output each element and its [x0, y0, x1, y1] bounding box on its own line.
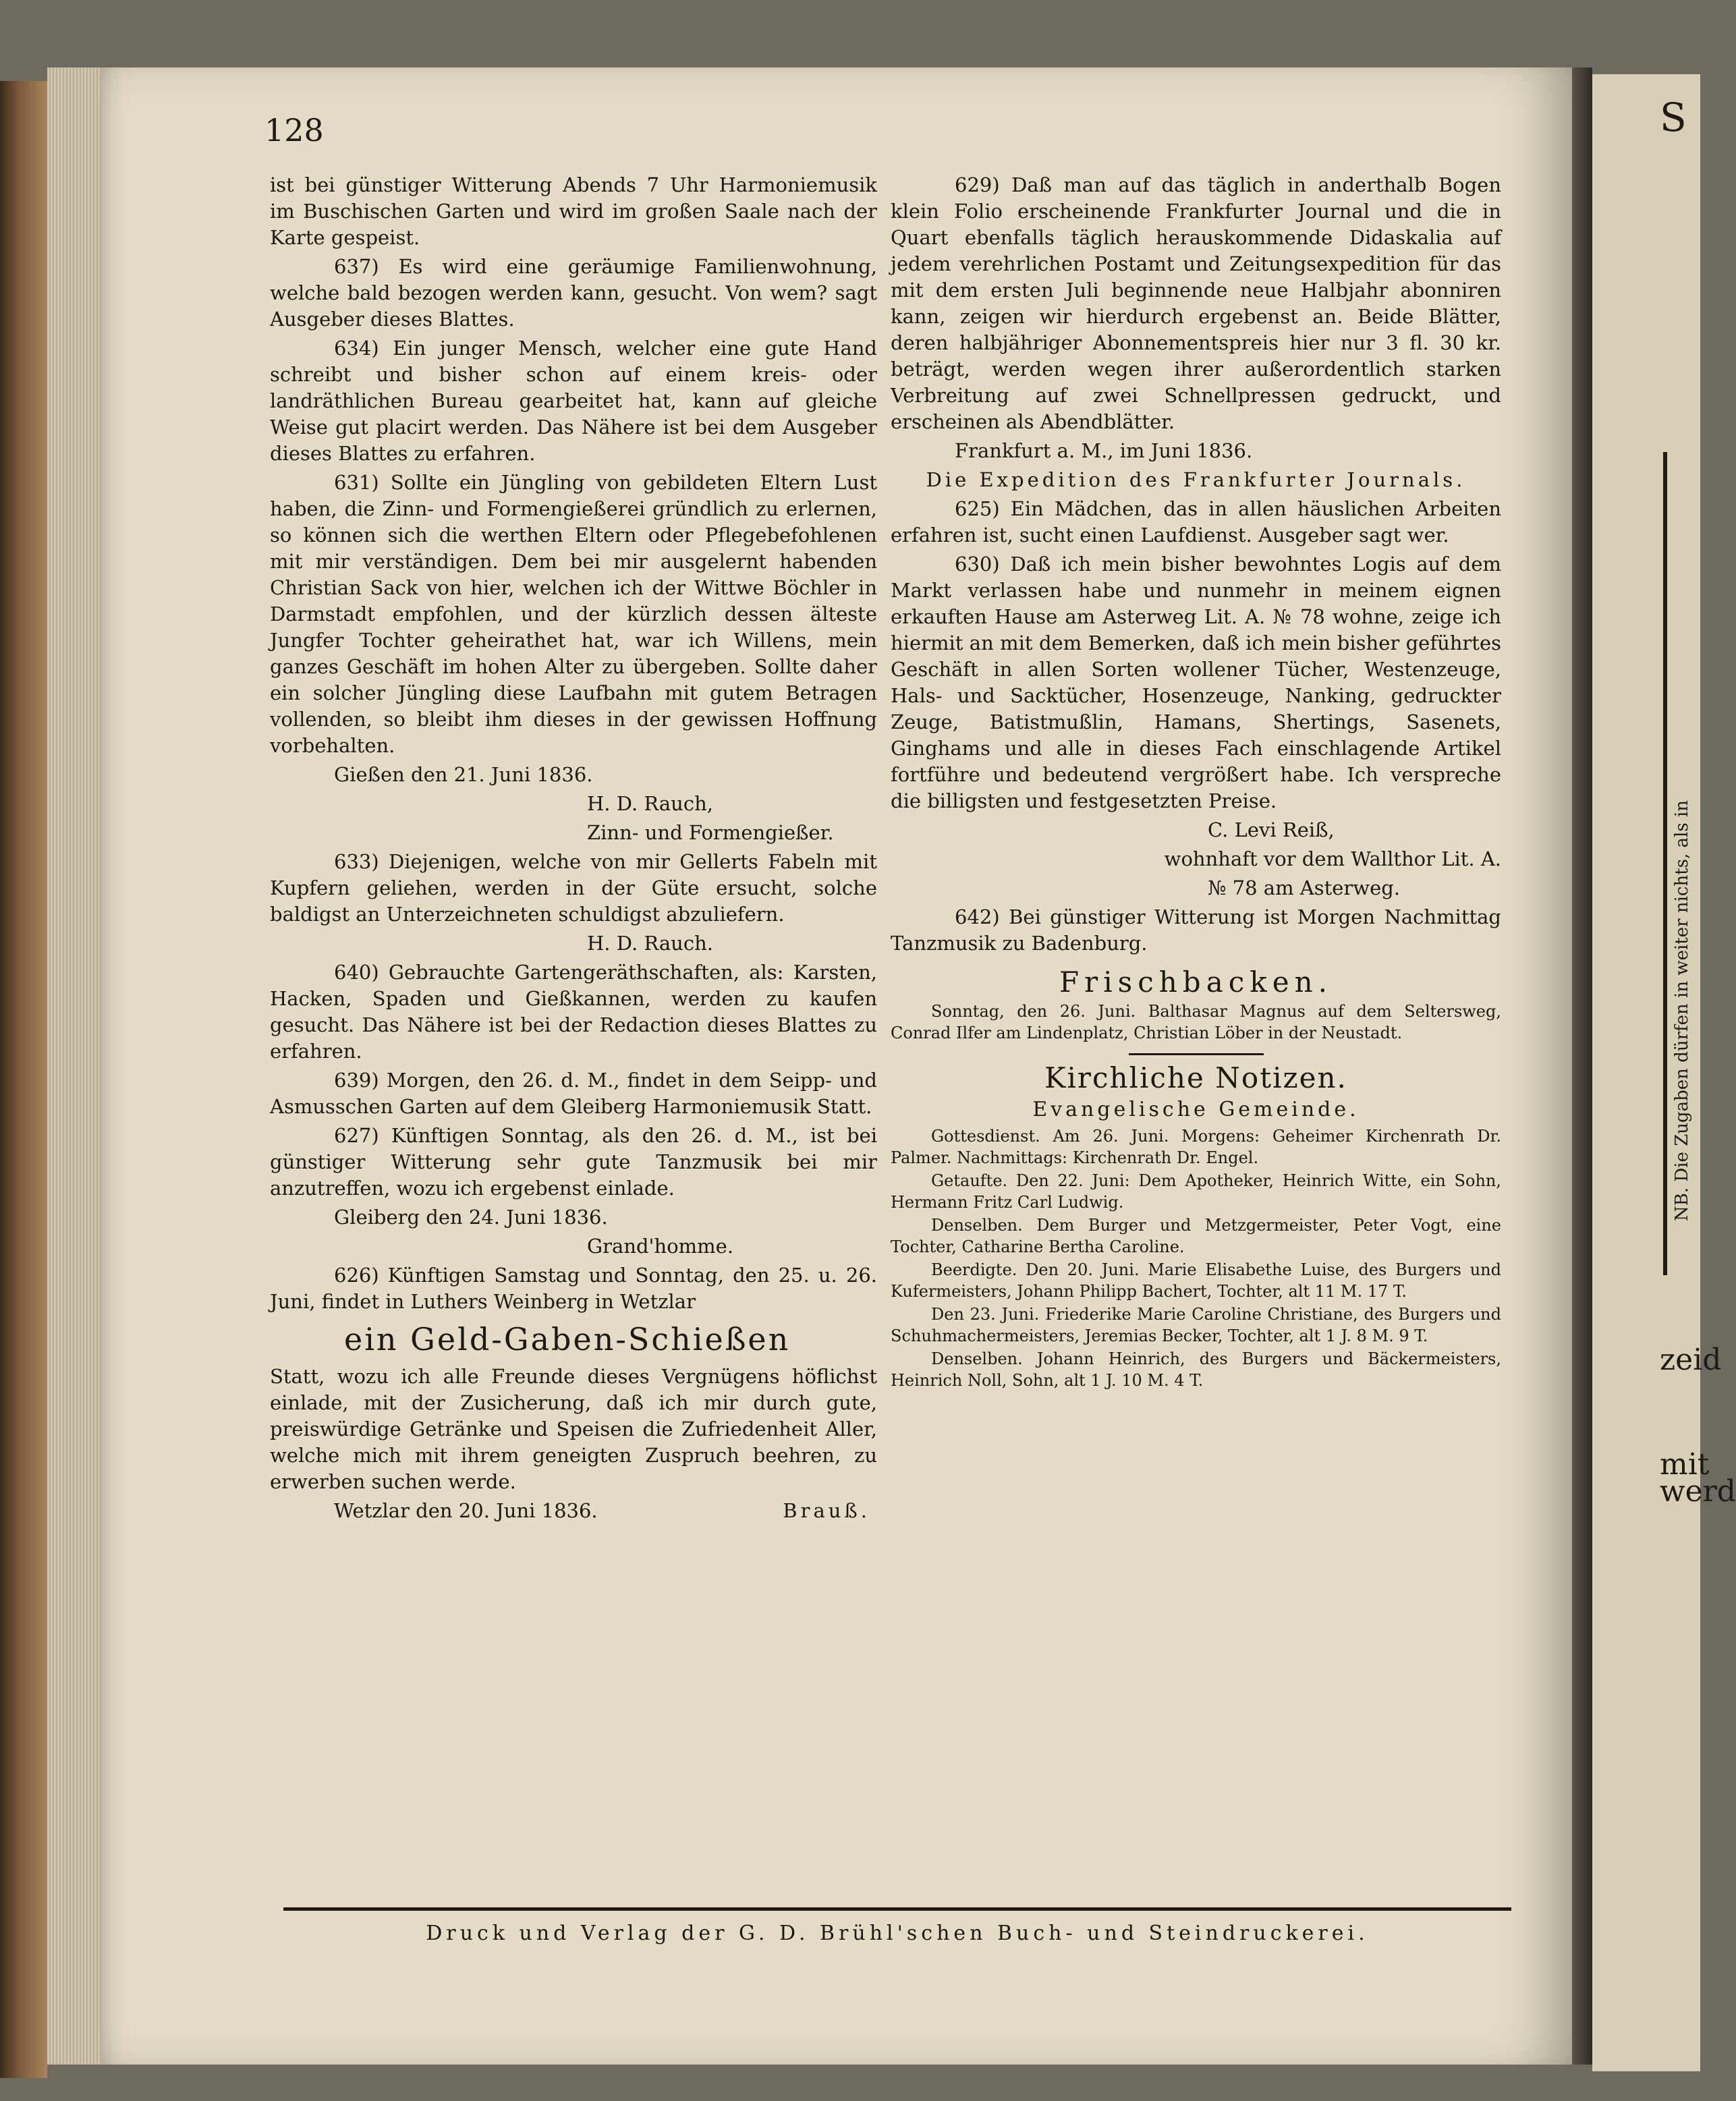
- church-notice: Gottesdienst. Am 26. Juni. Morgens: Geheimer Kirchenrath Dr. Palmer. Nachmittags: Kirchenrath Dr. Engel.: [891, 1127, 1501, 1167]
- centered-line: Die Expedition des Frankfurter Journals.: [926, 468, 1466, 491]
- left-entries: [270, 172, 877, 1315]
- notice-paragraph: 633) Diejenigen, welche von mir Gellerts Fabeln mit Kupfern geliehen, werden in der Güte ersucht, solche baldigst an Unterzeichneten schuldigst abzuliefern.: [270, 850, 877, 926]
- notice-paragraph: Gießen den 21. Juni 1836.: [334, 763, 593, 786]
- frischbacken-title: Frischbacken.: [1059, 965, 1333, 999]
- footer-rule: [283, 1907, 1511, 1911]
- notice-paragraph: 637) Es wird eine geräumige Familienwohnung, welche bald bezogen werden kann, gesucht. Von wem? sagt Ausgeber dieses Blattes.: [270, 255, 877, 331]
- right-column: [891, 172, 1501, 1393]
- notice-paragraph: 629) Daß man auf das täglich in anderthalb Bogen klein Folio erscheinende Frankfurter Journal und die in Quart ebenfalls täglich herauskommende Didaskalia auf jedem verehrlichen Postamt und Zeitungsexpedition für das mit dem ersten Juli beginnende neue Halbjahr abonniren kann, zeigen wir hierdurch ergebenst an. Beide Blätter, deren halbjähriger Abonnementspreis hier nur 3 fl. 30 kr. beträgt, werden wegen ihrer außerordentlich starken Verbreitung auf zwei Schnellpressen gedruckt, und erscheinen als Abendblätter.: [891, 173, 1501, 433]
- gemeinde-heading: Evangelische Gemeinde.: [1032, 1098, 1360, 1121]
- notice-paragraph: 630) Daß ich mein bisher bewohntes Logis auf dem Markt verlassen habe und nunmehr in meinem eignen erkauften Hause am Asterweg Lit. A. № 78 wohne, zeige ich hiermit an mit dem Bemerken, daß ich mein bisher geführtes Geschäft in allen Sorten wollener Tücher, Westenzeuge, Hals- und Sacktücher, Hosenzeuge, Nanking, gedruckter Zeuge, Batistmußlin, Hamans, Shertings, Sasenets, Ginghams und alle in dieses Fach einschlagende Artikel fortführe und bedeutend vergrößert habe. Ich verspreche die billigsten und festgesetzten Preise.: [891, 553, 1501, 812]
- closing-place: Wetzlar den 20. Juni 1836.: [334, 1499, 598, 1522]
- frischbacken-block: [891, 1001, 1501, 1044]
- headline-geld-gaben-schiessen: ein Geld-Gaben-Schießen: [344, 1321, 791, 1357]
- left-column: [270, 172, 877, 1527]
- right-entries: [891, 172, 1501, 957]
- frischbacken-text: Sonntag, den 26. Juni. Balthasar Magnus auf dem Seltersweg, Conrad Ilfer am Lindenplatz, Christian Löber in der Neustadt.: [891, 1002, 1501, 1042]
- church-notice: Beerdigte. Den 20. Juni. Marie Elisabethe Luise, des Burgers und Kufermeisters, Johann Philipp Bachert, Tochter, alt 11 M. 17 T.: [891, 1260, 1501, 1301]
- notice-paragraph: 625) Ein Mädchen, das in allen häuslichen Arbeiten erfahren ist, sucht einen Laufdienst. Ausgeber sagt wer.: [891, 497, 1501, 547]
- signature-line: Zinn- und Formengießer.: [587, 821, 834, 844]
- church-notice: Denselben. Dem Burger und Metzgermeister, Peter Vogt, eine Tochter, Catharine Bertha Caroline.: [891, 1216, 1501, 1256]
- kirchliche-title: Kirchliche Notizen.: [1044, 1061, 1347, 1094]
- church-notice: Denselben. Johann Heinrich, des Burgers und Bäckermeisters, Heinrich Noll, Sohn, alt 1 J. 10 M. 4 T.: [891, 1349, 1501, 1390]
- signature-line: C. Levi Reiß,: [1208, 818, 1335, 841]
- church-notice: Den 23. Juni. Friederike Marie Caroline Christiane, des Burgers und Schuhmachermeisters, Jeremias Becker, Tochter, alt 1 J. 8 M. 9 T.: [891, 1305, 1501, 1345]
- notice-paragraph: 627) Künftigen Sonntag, als den 26. d. M., ist bei günstiger Witterung sehr gute Tanzmusik bei mir anzutreffen, wozu ich ergebenst einlade.: [270, 1124, 877, 1200]
- signature-line: Grand'homme.: [587, 1235, 734, 1258]
- imprint: Druck und Verlag der G. D. Brühl'schen Buch- und Steindruckerei.: [426, 1922, 1369, 1945]
- notice-paragraph: ist bei günstiger Witterung Abends 7 Uhr Harmoniemusik im Buschischen Garten und wird im großen Saale nach der Karte gespeist.: [270, 173, 877, 249]
- notice-paragraph: 639) Morgen, den 26. d. M., findet in dem Seipp- und Asmusschen Garten auf dem Gleiberg Harmoniemusik Statt.: [270, 1069, 877, 1118]
- page-number: 128: [264, 112, 324, 148]
- signature-line: № 78 am Asterweg.: [1208, 876, 1401, 899]
- signature-line: H. D. Rauch.: [587, 932, 713, 955]
- gutter: [1572, 67, 1592, 2065]
- next-page-vertical-text: NB. Die Zugaben dürfen in weiter nichts, als in: [1672, 800, 1692, 1221]
- divider: [1129, 1053, 1264, 1055]
- next-page-fragment: S: [1660, 94, 1687, 140]
- notice-paragraph: 642) Bei günstiger Witterung ist Morgen Nachmittag Tanzmusik zu Badenburg.: [891, 905, 1501, 955]
- church-notice: Getaufte. Den 22. Juni: Dem Apotheker, Heinrich Witte, ein Sohn, Hermann Fritz Carl Ludwig.: [891, 1171, 1501, 1212]
- church-notices: [891, 1125, 1501, 1391]
- right-line: wohnhaft vor dem Wallthor Lit. A.: [1164, 847, 1501, 870]
- next-page-strip: [1592, 74, 1736, 2071]
- closing-name: Brauß.: [783, 1499, 870, 1522]
- notice-paragraph: 631) Sollte ein Jüngling von gebildeten Eltern Lust haben, die Zinn- und Formengießerei gründlich zu erlernen, so können sich die werthen Eltern oder Pflegebefohlenen mit mir verständigen. Dem bei mir ausgelernt habenden Christian Sack von hier, welchen ich der Wittwe Böchler in Darmstadt empfohlen, und der kürzlich dessen älteste Jungfer Tochter geheirathet hat, war ich Willens, mein ganzes Geschäft im hohen Alter zu übergeben. Sollte daher ein solcher Jüngling diese Laufbahn mit gutem Betragen vollenden, so bleibt ihm dieses in der gewissen Hoffnung vorbehalten.: [270, 471, 877, 757]
- book-edge: [0, 81, 47, 2078]
- notice-paragraph: Frankfurt a. M., im Juni 1836.: [955, 439, 1253, 462]
- next-page-fragment: mit: [1660, 1447, 1710, 1482]
- notice-paragraph: 640) Gebrauchte Gartengeräthschaften, als: Karsten, Hacken, Spaden und Gießkannen, werden zu kaufen gesucht. Das Nähere ist bei der Redaction dieses Blattes zu erfahren.: [270, 961, 877, 1063]
- notice-paragraph: 634) Ein junger Mensch, welcher eine gute Hand schreibt und bisher schon auf einem kreis- oder landräthlichen Bureau gearbeitet hat, kann auf gleiche Weise gut placirt werden. Das Nähere ist bei dem Ausgeber dieses Blattes zu erfahren.: [270, 337, 877, 465]
- closing-line: [270, 1498, 877, 1524]
- paragraph: Statt, wozu ich alle Freunde dieses Vergnügens höflichst einlade, mit der Zusicherung, daß ich mir durch gute, preiswürdige Getränke und Speisen die Zufriedenheit Aller, welche mich mit ihrem geneigten Zuspruch beehren, zu erwerben suchen werde.: [270, 1365, 877, 1493]
- notice-paragraph: Gleiberg den 24. Juni 1836.: [334, 1206, 608, 1229]
- next-page-fragment: werd: [1660, 1474, 1736, 1509]
- notice-paragraph: 626) Künftigen Samstag und Sonntag, den 25. u. 26. Juni, findet in Luthers Weinberg in Wetzlar: [270, 1264, 877, 1313]
- next-page-fragment: zeid: [1660, 1343, 1722, 1377]
- signature-line: H. D. Rauch,: [587, 792, 713, 815]
